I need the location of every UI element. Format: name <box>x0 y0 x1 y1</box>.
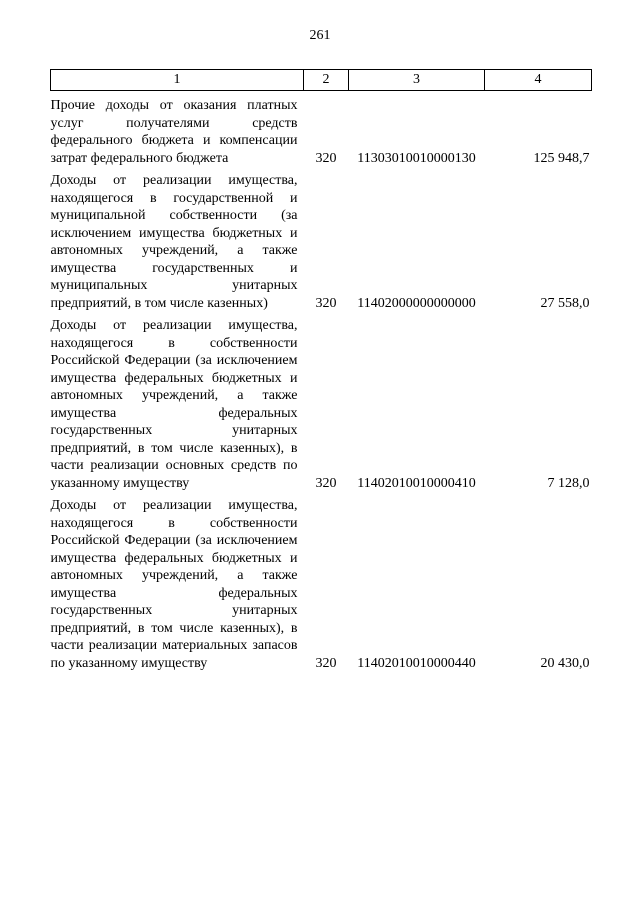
revenue-name: Прочие доходы от оказания платных услуг получателями средств федерального бюджета и компенсации затрат федерального бюджета <box>50 98 298 166</box>
revenue-name: Доходы от реализации имущества, находящегося в собственности Российской Федерации (за исключением имущества федеральных бюджетных и автономных учреждений, а также имущества федеральных государственных унитарных предприятий, в том числе казенных), в части реализации материальных запасов по указанному имуществу <box>50 498 298 671</box>
amount: 27 558,0 <box>540 295 590 311</box>
budget-classification-code: 11402010010000410 <box>357 475 476 491</box>
amount: 20 430,0 <box>540 655 590 671</box>
amount: 7 128,0 <box>547 475 590 491</box>
revenue-name: Доходы от реализации имущества, находящегося в государственной и муниципальной собственности (за исключением имущества бюджетных и автономных учреждений, а также имущества государственных и муниципальных унитарных предприятий, в том числе казенных) <box>50 173 298 311</box>
column-header-3: 3 <box>349 70 485 91</box>
budget-classification-code: 11402000000000000 <box>357 295 476 311</box>
admin-code: 320 <box>315 655 337 671</box>
column-header-4: 4 <box>485 70 592 91</box>
table-row <box>51 172 592 317</box>
table-row <box>51 497 592 677</box>
budget-classification-code: 11402010010000440 <box>357 655 476 671</box>
admin-code: 320 <box>315 150 337 166</box>
page-number: 261 <box>309 28 331 43</box>
revenue-name: Доходы от реализации имущества, находящегося в собственности Российской Федерации (за исключением имущества федеральных бюджетных и автономных учреждений, а также имущества федеральных государственных унитарных предприятий, в том числе казенных), в части реализации основных средств по указанному имуществу <box>50 318 298 491</box>
amount: 125 948,7 <box>533 150 590 166</box>
column-header-1: 1 <box>51 70 304 91</box>
admin-code: 320 <box>315 295 337 311</box>
admin-code: 320 <box>315 475 337 491</box>
header-row <box>51 70 592 91</box>
budget-classification-code: 11303010010000130 <box>357 150 476 166</box>
budget-table <box>50 69 592 677</box>
column-header-2: 2 <box>304 70 349 91</box>
table-row <box>51 91 592 173</box>
table-row <box>51 317 592 497</box>
